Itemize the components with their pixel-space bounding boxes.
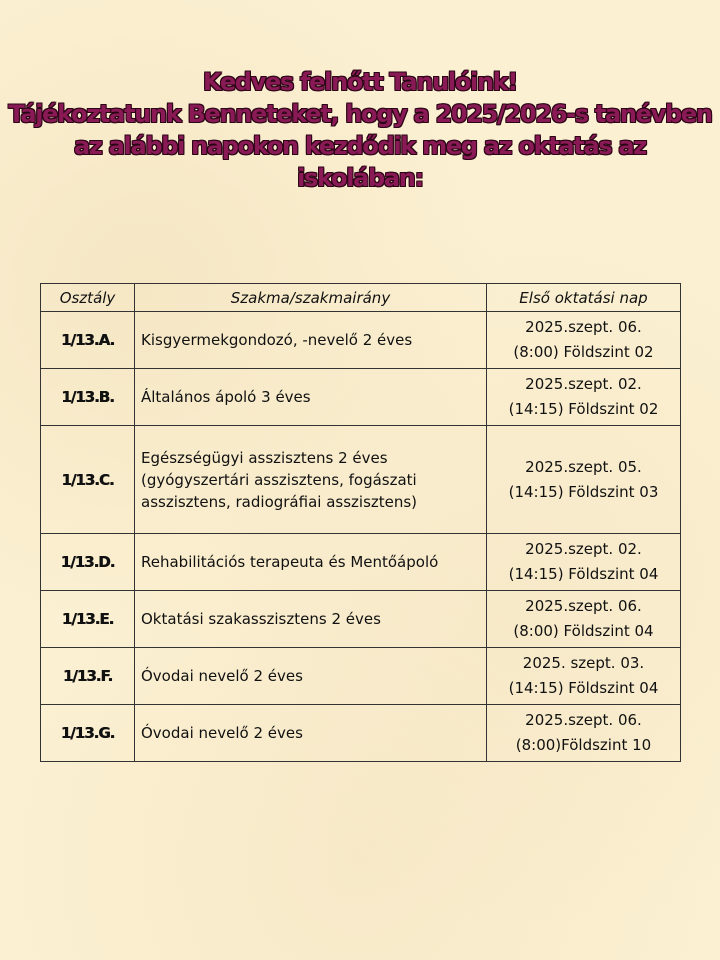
- class-cell: 1/13.D.: [41, 534, 135, 591]
- start-detail: (14:15) Földszint 02: [508, 400, 659, 418]
- page-heading: [0, 66, 720, 194]
- table-row: [41, 312, 681, 369]
- start-detail: (14:15) Földszint 04: [508, 565, 659, 583]
- table-row: [41, 369, 681, 426]
- table-row: [41, 591, 681, 648]
- specialty-cell: Oktatási szakasszisztens 2 éves: [135, 591, 487, 648]
- start-date: 2025.szept. 06.: [525, 597, 642, 615]
- heading-line-3: az alábbi napokon kezdődik meg az oktatás az: [74, 132, 646, 160]
- first-day-cell: [487, 369, 681, 426]
- start-detail: (14:15) Földszint 03: [508, 482, 659, 501]
- specialty-cell: Egészségügyi asszisztens 2 éves (gyógyszertári asszisztens, fogászati asszisztens, radiográfiai asszisztens): [135, 426, 487, 534]
- table-row: [41, 534, 681, 591]
- header-class: Osztály: [41, 284, 135, 312]
- start-date: 2025.szept. 06.: [525, 318, 642, 336]
- table-header-row: [41, 284, 681, 312]
- start-detail: (8:00) Földszint 02: [513, 343, 654, 361]
- first-day-cell: [487, 591, 681, 648]
- class-cell: 1/13.B.: [41, 369, 135, 426]
- first-day-cell: [487, 705, 681, 762]
- class-cell: 1/13.F.: [41, 648, 135, 705]
- class-cell: 1/13.E.: [41, 591, 135, 648]
- start-detail: (8:00)Földszint 10: [515, 736, 652, 754]
- first-day-cell: [487, 534, 681, 591]
- class-cell: 1/13.G.: [41, 705, 135, 762]
- specialty-cell: Rehabilitációs terapeuta és Mentőápoló: [135, 534, 487, 591]
- specialty-cell: Általános ápoló 3 éves: [135, 369, 487, 426]
- table-row: [41, 648, 681, 705]
- start-date: 2025.szept. 02.: [525, 375, 642, 393]
- first-day-cell: [487, 426, 681, 534]
- header-first-day: Első oktatási nap: [487, 284, 681, 312]
- start-date: 2025.szept. 05.: [525, 457, 642, 476]
- specialty-cell: Kisgyermekgondozó, -nevelő 2 éves: [135, 312, 487, 369]
- start-date: 2025.szept. 06.: [525, 711, 642, 729]
- table-row: [41, 705, 681, 762]
- start-date: 2025.szept. 02.: [525, 540, 642, 558]
- start-detail: (8:00) Földszint 04: [513, 622, 654, 640]
- first-day-cell: [487, 648, 681, 705]
- specialty-cell: Óvodai nevelő 2 éves: [135, 648, 487, 705]
- schedule-table: [40, 283, 681, 762]
- start-date: 2025. szept. 03.: [522, 654, 645, 672]
- first-day-cell: [487, 312, 681, 369]
- heading-line-4: iskolában:: [297, 164, 423, 192]
- heading-line-2: Tájékoztatunk Benneteket, hogy a 2025/2026-s tanévben: [8, 100, 712, 128]
- heading-greeting: Kedves felnőtt Tanulóink!: [202, 68, 518, 96]
- header-specialty: Szakma/szakmairány: [135, 284, 487, 312]
- start-detail: (14:15) Földszint 04: [508, 679, 659, 697]
- class-cell: 1/13.C.: [41, 426, 135, 534]
- specialty-cell: Óvodai nevelő 2 éves: [135, 705, 487, 762]
- class-cell: 1/13.A.: [41, 312, 135, 369]
- table-row: [41, 426, 681, 534]
